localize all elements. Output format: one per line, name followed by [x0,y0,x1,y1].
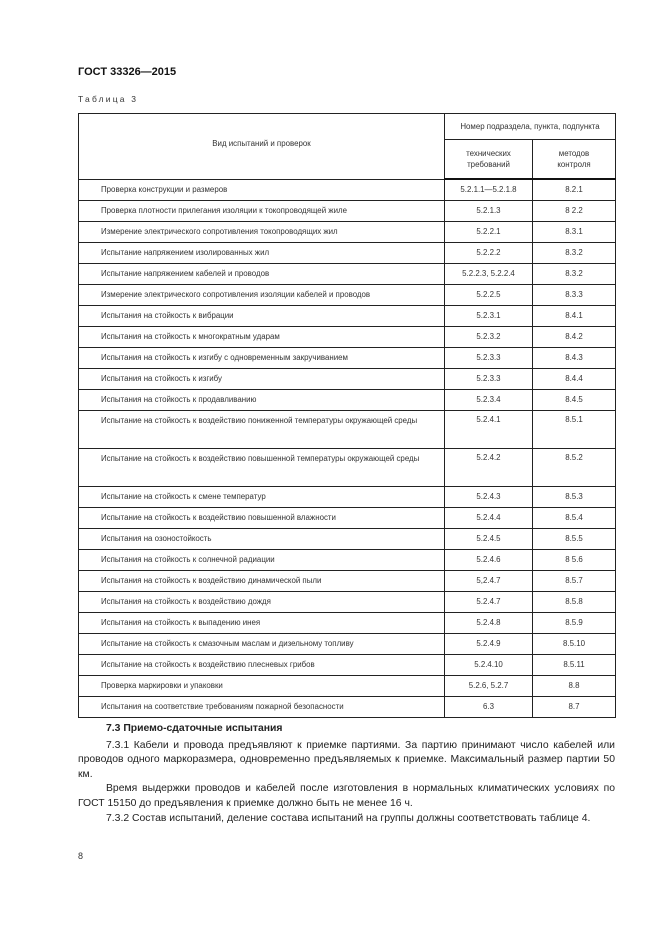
requirements-ref: 5.2.3.1 [445,305,533,326]
table-row [79,326,616,347]
table-row [79,591,616,612]
table-row [79,305,616,326]
requirements-ref: 5.2.2.5 [445,284,533,305]
requirements-ref: 5.2.4.1 [445,410,533,448]
method-ref: 8.5.3 [533,486,616,507]
requirements-ref: 5.2.1.3 [445,200,533,221]
requirements-ref: 5.2.4.4 [445,507,533,528]
paragraph: 7.3.2 Состав испытаний, деление состава испытаний на группы должны соответствовать таблице 4. [106,812,591,824]
test-name: Испытания на стойкость к изгибу с одновременным закручиванием [79,347,445,368]
test-name: Испытания на стойкость к воздействию дождя [79,591,445,612]
requirements-ref: 5.2.6, 5.2.7 [445,675,533,696]
test-name: Измерение электрического сопротивления токопроводящих жил [79,221,445,242]
table-row [79,612,616,633]
test-name: Испытание напряжением кабелей и проводов [79,263,445,284]
table-row [79,263,616,284]
method-ref: 8.4.2 [533,326,616,347]
method-ref: 8.8 [533,675,616,696]
method-ref: 8.5.8 [533,591,616,612]
table-row [79,242,616,263]
requirements-ref: 5.2.3.3 [445,347,533,368]
test-name: Испытание на стойкость к воздействию пониженной температуры окружающей среды [79,410,445,448]
table-row [79,654,616,675]
document-header: ГОСТ 33326—2015 [78,66,177,78]
method-ref: 8.5.11 [533,654,616,675]
page-number: 8 [78,851,84,861]
paragraph: 7.3.1 Кабели и провода предъявляют к приемке партиями. За партию принимают число кабелей или проводов одного маркоразмера, одновременно предъявляемых к приемке. Максимальный размер партии 50 км. [78,739,615,780]
requirements-ref: 6.3 [445,696,533,717]
test-name: Испытания на соответствие требованиям пожарной безопасности [79,696,445,717]
method-ref: 8.4.5 [533,389,616,410]
section-title: 7.3 Приемо-сдаточные испытания [106,723,283,734]
requirements-ref: 5.2.4.9 [445,633,533,654]
paragraph: Время выдержки проводов и кабелей после изготовления в нормальных климатических условиях по ГОСТ 15150 до предъявления к приемке должно быть не менее 16 ч. [78,783,615,809]
table-row [79,410,616,448]
test-name: Испытания на стойкость к солнечной радиации [79,549,445,570]
method-ref: 8.3.2 [533,242,616,263]
requirements-ref: 5.2.4.8 [445,612,533,633]
test-name: Испытания на озоностойкость [79,528,445,549]
table-row [79,284,616,305]
col-header-name: Вид испытаний и проверок [79,114,445,180]
test-name: Испытания на стойкость к продавливанию [79,389,445,410]
test-name: Испытания на стойкость к выпадению инея [79,612,445,633]
requirements-ref: 5.2.4.6 [445,549,533,570]
test-name: Испытание на стойкость к воздействию повышенной влажности [79,507,445,528]
table-row [79,200,616,221]
test-name: Проверка конструкции и размеров [79,179,445,200]
method-ref: 8.5.4 [533,507,616,528]
method-ref: 8.5.2 [533,448,616,486]
requirements-ref: 5.2.1.1—5.2.1.8 [445,179,533,200]
test-name: Испытание на стойкость к воздействию повышенной температуры окружающей среды [79,448,445,486]
requirements-ref: 5.2.3.4 [445,389,533,410]
table-row [79,528,616,549]
table-row [79,486,616,507]
table-row [79,368,616,389]
requirements-ref: 5.2.3.2 [445,326,533,347]
method-ref: 8.5.5 [533,528,616,549]
test-name: Испытания на стойкость к вибрации [79,305,445,326]
method-ref: 8.4.4 [533,368,616,389]
section-7-3 [78,722,615,826]
method-ref: 8.5.7 [533,570,616,591]
method-ref: 8.5.9 [533,612,616,633]
table-row [79,696,616,717]
table-row [79,507,616,528]
test-name: Измерение электрического сопротивления изоляции кабелей и проводов [79,284,445,305]
test-name: Испытания на стойкость к изгибу [79,368,445,389]
table-row [79,179,616,200]
requirements-ref: 5.2.3.3 [445,368,533,389]
col-header-requirements: технических требований [445,140,533,180]
table-row [79,389,616,410]
table-row [79,221,616,242]
test-name: Испытания на стойкость к воздействию динамической пыли [79,570,445,591]
col-header-methods: методов контроля [533,140,616,180]
test-name: Испытания на стойкость к многократным ударам [79,326,445,347]
method-ref: 8.5.10 [533,633,616,654]
test-name: Проверка плотности прилегания изоляции к токопроводящей жиле [79,200,445,221]
method-ref: 8.3.2 [533,263,616,284]
method-ref: 8.3.3 [533,284,616,305]
requirements-ref: 5.2.4.3 [445,486,533,507]
tests-table [78,113,616,718]
test-name: Испытание напряжением изолированных жил [79,242,445,263]
method-ref: 8.5.1 [533,410,616,448]
requirements-ref: 5.2.4.2 [445,448,533,486]
method-ref: 8.4.1 [533,305,616,326]
requirements-ref: 5.2.2.1 [445,221,533,242]
method-ref: 8.7 [533,696,616,717]
table-row [79,347,616,368]
requirements-ref: 5.2.4.7 [445,591,533,612]
method-ref: 8.3.1 [533,221,616,242]
test-name: Испытание на стойкость к смазочным маслам и дизельному топливу [79,633,445,654]
requirements-ref: 5.2.4.5 [445,528,533,549]
method-ref: 8 5.6 [533,549,616,570]
table-row [79,448,616,486]
method-ref: 8.4.3 [533,347,616,368]
table-row [79,549,616,570]
method-ref: 8.2.1 [533,179,616,200]
table-caption: Таблица 3 [78,94,139,104]
col-header-group: Номер подраздела, пункта, подпункта [445,114,616,140]
test-name: Испытание на стойкость к смене температур [79,486,445,507]
requirements-ref: 5.2.2.3, 5.2.2.4 [445,263,533,284]
test-name: Проверка маркировки и упаковки [79,675,445,696]
requirements-ref: 5,2.4.7 [445,570,533,591]
table-row [79,633,616,654]
requirements-ref: 5.2.2.2 [445,242,533,263]
test-name: Испытание на стойкость к воздействию плесневых грибов [79,654,445,675]
table-row [79,570,616,591]
table-row [79,675,616,696]
requirements-ref: 5.2.4.10 [445,654,533,675]
method-ref: 8 2.2 [533,200,616,221]
